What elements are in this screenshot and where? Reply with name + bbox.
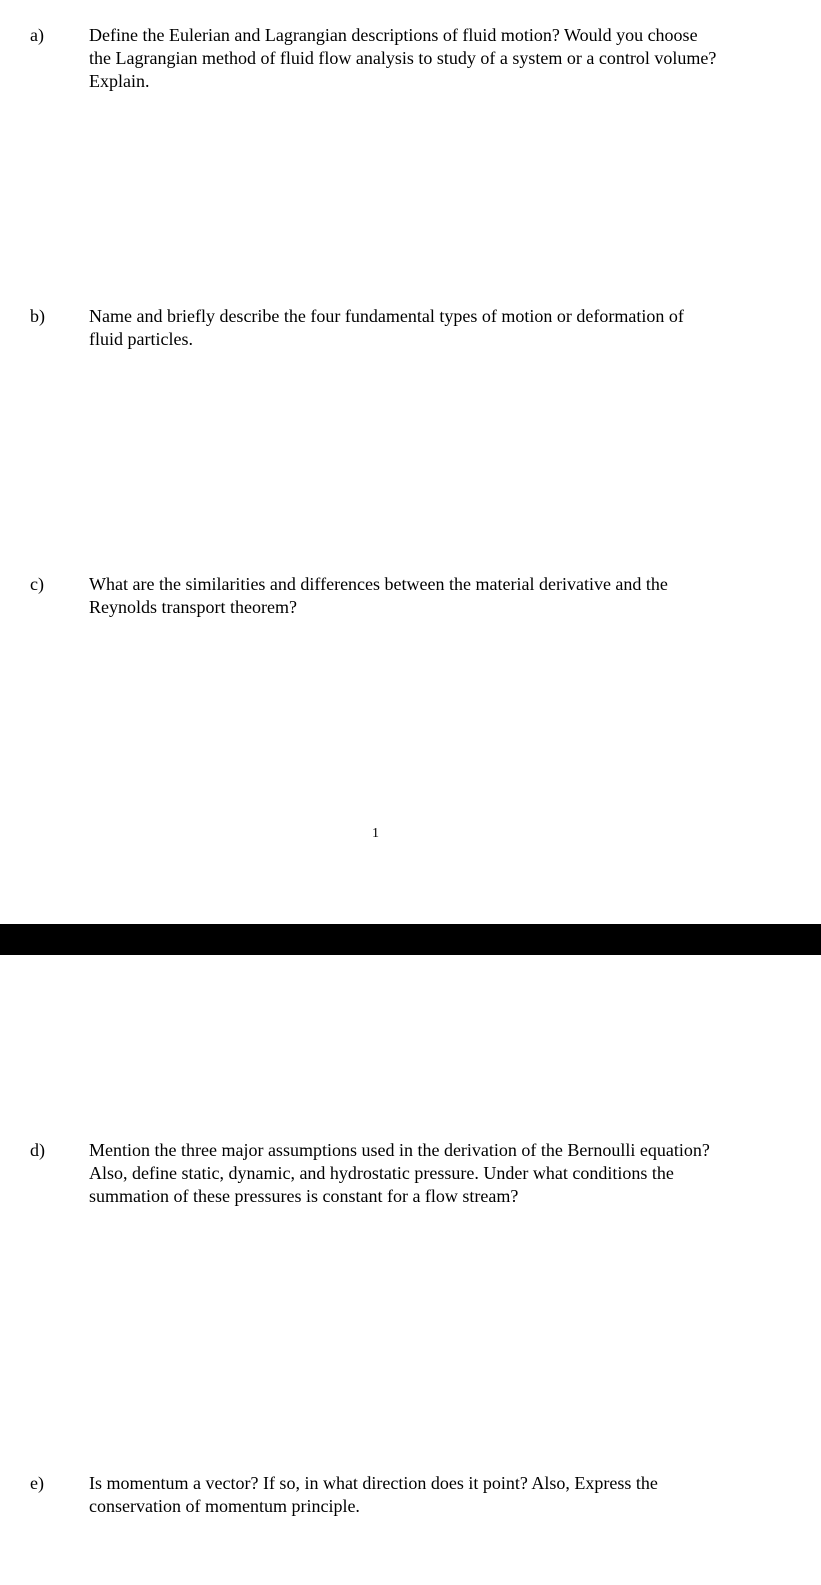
question-line: Mention the three major assumptions used in the derivation of the Bernoulli equation? [89,1140,710,1160]
question-label: b) [30,306,45,326]
question-line: Define the Eulerian and Lagrangian descriptions of fluid motion? Would you choose [89,25,698,45]
question-line: Name and briefly describe the four fundamental types of motion or deformation of [89,306,684,326]
question-line: the Lagrangian method of fluid flow analysis to study of a system or a control volume? [89,48,717,68]
question-line: Explain. [89,71,150,91]
question-text [89,1472,779,1518]
page-number: 1 [372,826,379,841]
question-label: c) [30,574,44,594]
question-text [89,24,779,93]
question-label: a) [30,25,44,45]
question-label: e) [30,1473,44,1493]
question-line: conservation of momentum principle. [89,1496,360,1516]
question-line: Is momentum a vector? If so, in what direction does it point? Also, Express the [89,1473,658,1493]
question-label: d) [30,1140,45,1160]
question-text [89,573,779,619]
question-line: summation of these pressures is constant for a flow stream? [89,1186,519,1206]
page-break-divider [0,924,821,955]
question-line: fluid particles. [89,329,193,349]
question-line: Also, define static, dynamic, and hydrostatic pressure. Under what conditions the [89,1163,674,1183]
question-line: What are the similarities and differences between the material derivative and the [89,574,668,594]
question-text [89,305,779,351]
question-text [89,1139,779,1208]
question-line: Reynolds transport theorem? [89,597,297,617]
